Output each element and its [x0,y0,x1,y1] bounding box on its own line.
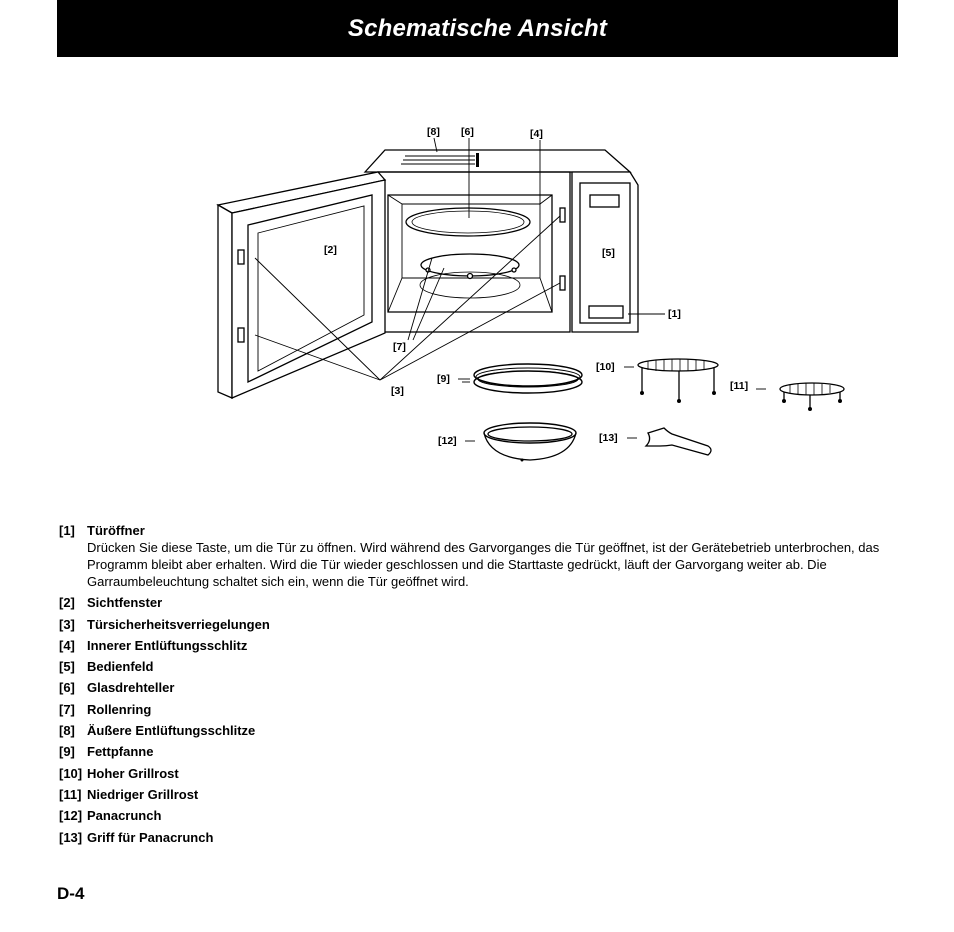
callout-13: [13] [599,432,618,444]
legend-name: Äußere Entlüftungsschlitze [87,723,256,739]
callout-2: [2] [324,244,337,256]
callout-3: [3] [391,385,404,397]
legend-number: [6] [59,680,75,696]
callout-7: [7] [393,341,406,353]
page-number: D-4 [57,884,85,903]
legend-name: Hoher Grillrost [87,765,179,781]
page-title: Schematische Ansicht [347,14,608,42]
callout-5: [5] [602,247,615,259]
callout-12: [12] [438,435,457,447]
legend-name: Griff für Panacrunch [87,829,214,845]
legend-name: Niedriger Grillrost [87,786,199,802]
legend-item [59,786,894,803]
legend-number: [12] [59,808,83,824]
legend-number: [9] [59,744,75,760]
legend-description: Drücken Sie diese Taste, um die Tür zu öffnen. Wird während des Garvorganges die Tür geöffnet, ist der Gerätebetrieb unterbrochen, das Programm bleibt aber erhalten. Wird die Tür wieder geschlossen und die Starttaste gedrückt, läuft der Garvorgang weiter ab. Die Garraumbeleuchtung schaltet sich ein, wenn die Tür geöffnet wird. [87,540,880,589]
legend-item [59,722,894,739]
legend-name: Glasdrehteller [87,680,175,696]
legend-item [59,658,894,675]
legend-name: Türsicherheitsverriegelungen [87,616,270,632]
legend-name: Türöffner [87,523,145,538]
legend-number: [1] [59,523,75,538]
callout-11: [11] [730,380,749,392]
legend-name: Bedienfeld [87,659,154,675]
legend-item [59,616,894,633]
legend-item [59,679,894,696]
callout-4: [4] [530,128,543,140]
callout-10: [10] [596,361,615,373]
legend-item [59,765,894,782]
callout-9: [9] [437,373,450,385]
legend-number: [3] [59,616,75,632]
legend-name: Panacrunch [87,808,162,824]
legend-number: [2] [59,595,75,611]
legend-number: [10] [59,765,83,781]
legend-item [59,743,894,760]
legend-item [59,829,894,846]
legend-number: [5] [59,659,75,675]
legend-item [59,637,894,654]
legend-item [59,807,894,824]
callout-6: [6] [461,126,474,138]
legend-number: [7] [59,701,75,717]
legend-name: Rollenring [87,701,152,717]
callout-8: [8] [427,126,440,138]
legend-item [59,701,894,718]
legend-item [59,522,894,590]
parts-legend [59,522,894,850]
legend-number: [13] [59,829,83,845]
callout-1: [1] [668,308,681,320]
legend-name: Sichtfenster [87,595,163,611]
legend-item [59,594,894,611]
legend-number: [8] [59,723,75,739]
legend-name: Innerer Entlüftungsschlitz [87,637,248,653]
legend-number: [11] [59,786,82,802]
legend-number: [4] [59,637,75,653]
legend-name: Fettpfanne [87,744,154,760]
